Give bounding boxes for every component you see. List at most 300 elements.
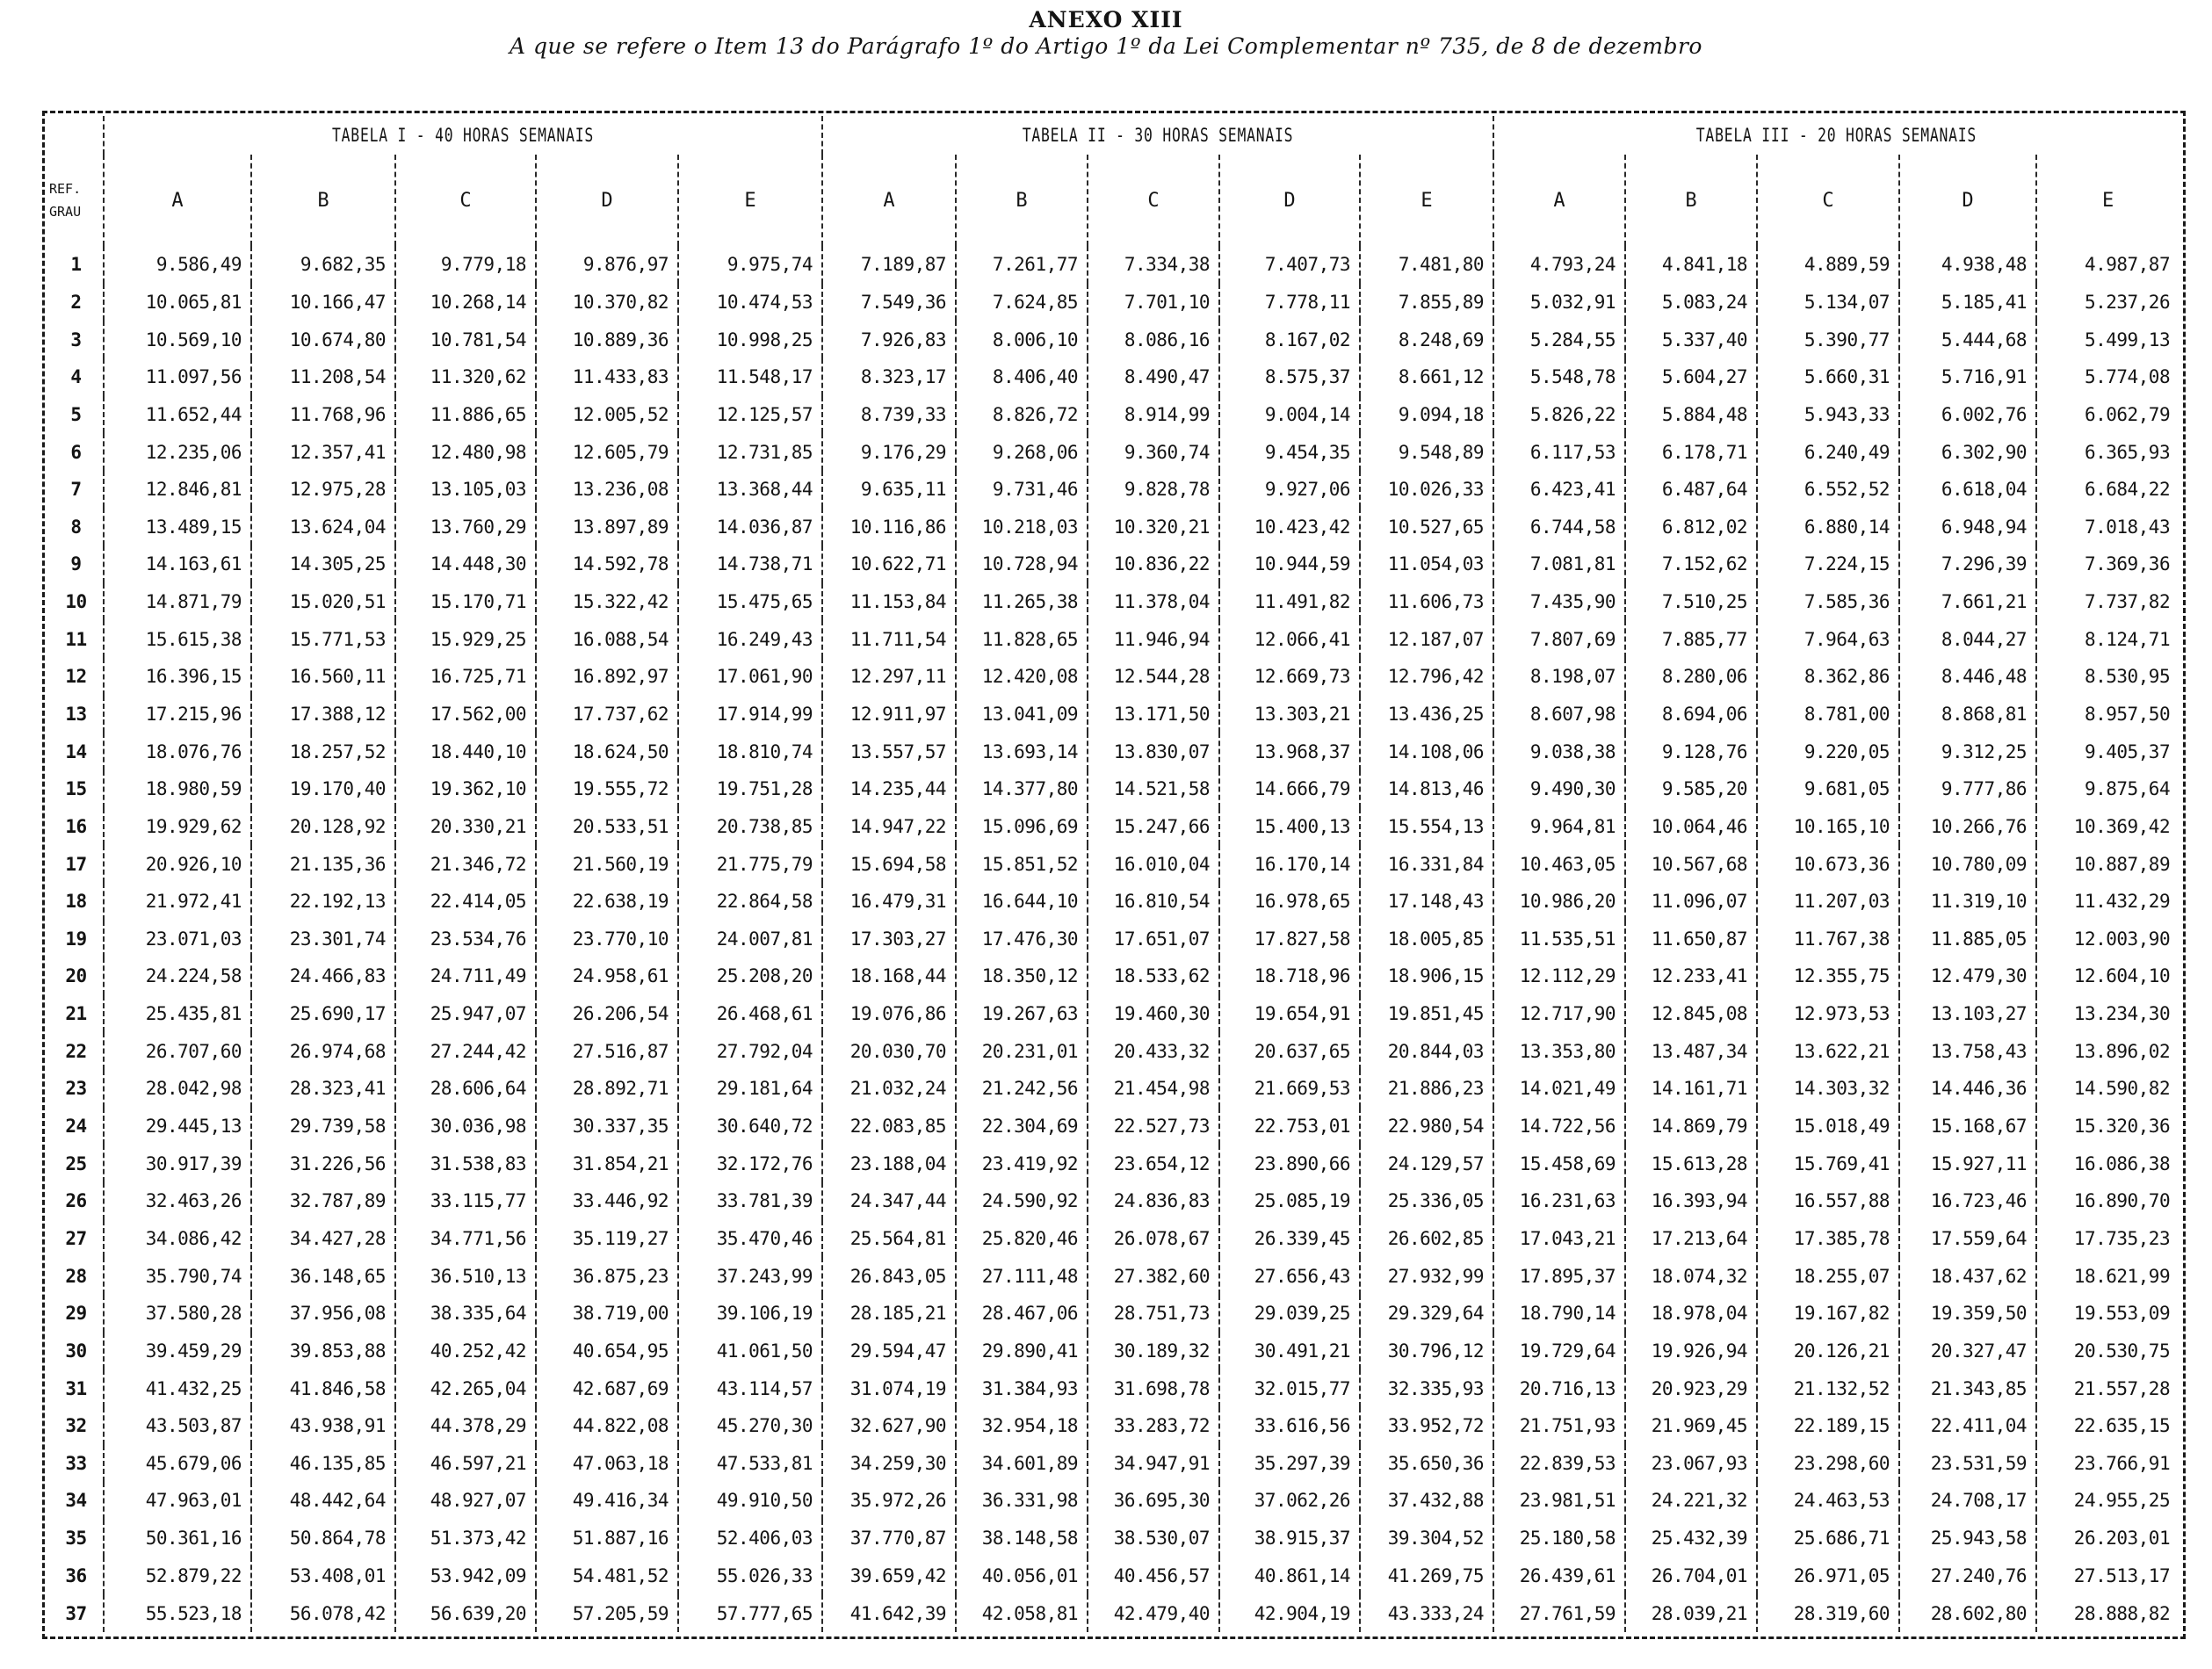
value-cell: 11.535,51 [1493, 921, 1625, 958]
value-cell: 52.879,22 [104, 1557, 251, 1594]
value-cell: 10.781,54 [395, 321, 536, 358]
value-cell: 15.458,69 [1493, 1145, 1625, 1182]
value-cell: 40.456,57 [1088, 1557, 1219, 1594]
value-cell: 6.423,41 [1493, 471, 1625, 509]
value-cell: 22.192,13 [251, 883, 395, 921]
value-cell: 6.487,64 [1625, 471, 1757, 509]
value-cell: 15.851,52 [956, 845, 1088, 883]
grau-cell: 16 [49, 808, 104, 846]
value-cell: 12.003,90 [2073, 928, 2171, 950]
value-cell: 37.243,99 [678, 1257, 822, 1295]
value-cell: 10.728,94 [956, 545, 1088, 583]
value-cell: 8.530,95 [2084, 666, 2171, 688]
value-cell: 10.622,71 [822, 545, 956, 583]
value-cell: 13.105,03 [395, 471, 536, 509]
table-row [49, 246, 2179, 284]
value-cell: 40.861,14 [1219, 1557, 1360, 1594]
value-cell: 10.064,46 [1625, 808, 1757, 846]
table-row [49, 358, 2179, 396]
value-cell: 15.554,13 [1360, 808, 1493, 846]
value-cell: 11.768,96 [251, 396, 395, 434]
value-cell: 32.172,76 [678, 1145, 822, 1182]
value-cell: 20.533,51 [536, 808, 678, 846]
value-cell: 7.964,63 [1757, 620, 1899, 658]
grau-cell: 1 [49, 246, 104, 284]
value-cell: 39.459,29 [104, 1333, 251, 1370]
grau-cell: 24 [49, 1108, 104, 1145]
grau-cell: 10 [49, 583, 104, 621]
value-cell: 29.594,47 [822, 1333, 956, 1370]
value-cell: 46.597,21 [395, 1445, 536, 1483]
value-cell: 20.128,92 [251, 808, 395, 846]
value-cell: 36.875,23 [536, 1257, 678, 1295]
column-header-2-a: A [822, 155, 956, 246]
value-cell: 4.987,87 [2084, 254, 2171, 276]
value-cell: 16.560,11 [251, 658, 395, 696]
value-cell: 6.812,02 [1625, 508, 1757, 545]
value-cell: 7.585,36 [1757, 583, 1899, 621]
value-cell: 26.974,68 [251, 1032, 395, 1070]
grau-cell: 4 [49, 358, 104, 396]
value-cell: 33.952,72 [1360, 1407, 1493, 1445]
value-cell: 12.911,97 [822, 696, 956, 733]
value-cell: 16.479,31 [822, 883, 956, 921]
value-cell: 9.731,46 [956, 471, 1088, 509]
value-cell: 29.039,25 [1219, 1295, 1360, 1333]
grau-cell: 21 [49, 995, 104, 1033]
value-cell: 6.302,90 [1899, 433, 2036, 471]
value-cell: 20.637,65 [1219, 1032, 1360, 1070]
table-row [49, 658, 2179, 696]
value-cell: 8.124,71 [2084, 628, 2171, 650]
grau-cell: 5 [49, 396, 104, 434]
value-cell: 47.963,01 [104, 1482, 251, 1520]
value-cell: 12.669,73 [1219, 658, 1360, 696]
value-cell: 27.932,99 [1360, 1257, 1493, 1295]
value-cell: 12.604,10 [2073, 965, 2171, 987]
value-cell: 25.943,58 [1899, 1520, 2036, 1557]
value-cell: 37.770,87 [822, 1520, 956, 1557]
value-cell: 42.058,81 [956, 1594, 1088, 1632]
value-cell: 11.207,03 [1757, 883, 1899, 921]
value-cell: 13.758,43 [1899, 1032, 2036, 1070]
value-cell: 6.365,93 [2084, 441, 2171, 463]
value-cell: 57.777,65 [678, 1594, 822, 1632]
value-cell: 27.516,87 [536, 1032, 678, 1070]
ref-grau-header [49, 155, 104, 246]
value-cell: 16.557,88 [1757, 1182, 1899, 1220]
value-cell: 21.343,85 [1899, 1369, 2036, 1407]
value-cell: 12.480,98 [395, 433, 536, 471]
table-row [49, 1594, 2179, 1632]
value-cell: 9.490,30 [1493, 770, 1625, 808]
value-cell: 5.284,55 [1493, 321, 1625, 358]
grau-cell: 18 [49, 883, 104, 921]
value-cell: 39.304,52 [1360, 1520, 1493, 1557]
value-cell: 9.094,18 [1360, 396, 1493, 434]
value-cell: 13.897,89 [536, 508, 678, 545]
value-cell: 53.942,09 [395, 1557, 536, 1594]
value-cell: 22.527,73 [1088, 1108, 1219, 1145]
value-cell: 20.716,13 [1493, 1369, 1625, 1407]
value-cell: 11.711,54 [822, 620, 956, 658]
value-cell: 25.820,46 [956, 1220, 1088, 1258]
value-cell: 9.268,06 [956, 433, 1088, 471]
value-cell: 8.406,40 [956, 358, 1088, 396]
value-cell: 44.822,08 [536, 1407, 678, 1445]
table-row [49, 1333, 2179, 1370]
value-cell: 9.454,35 [1219, 433, 1360, 471]
value-cell: 20.926,10 [104, 845, 251, 883]
value-cell: 41.432,25 [104, 1369, 251, 1407]
value-cell: 31.384,93 [956, 1369, 1088, 1407]
value-cell: 19.654,91 [1219, 995, 1360, 1033]
value-cell: 51.373,42 [395, 1520, 536, 1557]
value-cell: 7.885,77 [1625, 620, 1757, 658]
value-cell: 16.978,65 [1219, 883, 1360, 921]
column-header-1-e: E [678, 155, 822, 246]
grau-cell: 37 [49, 1594, 104, 1632]
value-cell: 8.323,17 [822, 358, 956, 396]
value-cell: 10.780,09 [1899, 845, 2036, 883]
value-cell: 37.580,28 [104, 1295, 251, 1333]
table-row [49, 1182, 2179, 1220]
value-cell: 7.189,87 [822, 246, 956, 284]
value-cell: 13.487,34 [1625, 1032, 1757, 1070]
value-cell: 7.296,39 [1899, 545, 2036, 583]
table-row [49, 620, 2179, 658]
value-cell: 50.361,16 [104, 1520, 251, 1557]
table-row [49, 508, 2179, 545]
value-cell: 12.233,41 [1625, 957, 1757, 995]
value-cell: 23.071,03 [104, 921, 251, 958]
table-row [49, 321, 2179, 358]
value-cell: 11.432,29 [2073, 891, 2171, 913]
value-cell: 13.557,57 [822, 733, 956, 770]
value-cell: 27.244,42 [395, 1032, 536, 1070]
value-cell: 50.864,78 [251, 1520, 395, 1557]
value-cell: 41.061,50 [678, 1333, 822, 1370]
value-cell: 27.792,04 [678, 1032, 822, 1070]
value-cell: 11.378,04 [1088, 583, 1219, 621]
value-cell: 19.359,50 [1899, 1295, 2036, 1333]
grau-cell: 6 [49, 433, 104, 471]
value-cell: 7.737,82 [2084, 591, 2171, 613]
value-cell: 19.729,64 [1493, 1333, 1625, 1370]
value-cell: 7.807,69 [1493, 620, 1625, 658]
value-cell: 25.336,05 [1360, 1182, 1493, 1220]
value-cell: 7.481,80 [1360, 246, 1493, 284]
group-header-tabela-3: TABELA III - 20 HORAS SEMANAIS [1695, 125, 1977, 146]
value-cell: 15.400,13 [1219, 808, 1360, 846]
value-cell: 5.337,40 [1625, 321, 1757, 358]
value-cell: 8.868,81 [1899, 696, 2036, 733]
value-cell: 16.890,70 [2073, 1190, 2171, 1212]
value-cell: 24.590,92 [956, 1182, 1088, 1220]
value-cell: 49.910,50 [678, 1482, 822, 1520]
group-header-row [49, 116, 2179, 155]
value-cell: 16.086,38 [2073, 1152, 2171, 1174]
table-row [49, 1520, 2179, 1557]
value-cell: 10.986,20 [1493, 883, 1625, 921]
value-cell: 11.320,62 [395, 358, 536, 396]
grau-cell: 32 [49, 1407, 104, 1445]
value-cell: 42.904,19 [1219, 1594, 1360, 1632]
value-cell: 39.853,88 [251, 1333, 395, 1370]
value-cell: 14.235,44 [822, 770, 956, 808]
value-cell: 22.638,19 [536, 883, 678, 921]
value-cell: 11.265,38 [956, 583, 1088, 621]
value-cell: 12.717,90 [1493, 995, 1625, 1033]
value-cell: 18.005,85 [1360, 921, 1493, 958]
value-cell: 13.171,50 [1088, 696, 1219, 733]
value-cell: 25.947,07 [395, 995, 536, 1033]
value-cell: 24.958,61 [536, 957, 678, 995]
value-cell: 10.369,42 [2073, 815, 2171, 837]
group-corner [55, 116, 98, 155]
value-cell: 10.370,82 [536, 284, 678, 322]
value-cell: 25.435,81 [104, 995, 251, 1033]
value-cell: 8.167,02 [1219, 321, 1360, 358]
grau-cell: 12 [49, 658, 104, 696]
value-cell: 27.513,17 [2073, 1564, 2171, 1586]
value-cell: 9.964,81 [1493, 808, 1625, 846]
value-cell: 5.032,91 [1493, 284, 1625, 322]
value-cell: 9.875,64 [2084, 778, 2171, 800]
value-cell: 12.544,28 [1088, 658, 1219, 696]
value-cell: 4.938,48 [1899, 246, 2036, 284]
value-cell: 10.266,76 [1899, 808, 2036, 846]
value-cell: 6.117,53 [1493, 433, 1625, 471]
value-cell: 16.396,15 [104, 658, 251, 696]
value-cell: 28.042,98 [104, 1070, 251, 1108]
value-cell: 28.323,41 [251, 1070, 395, 1108]
value-cell: 18.168,44 [822, 957, 956, 995]
value-cell: 14.108,06 [1360, 733, 1493, 770]
value-cell: 56.078,42 [251, 1594, 395, 1632]
value-cell: 38.530,07 [1088, 1520, 1219, 1557]
value-cell: 18.255,07 [1757, 1257, 1899, 1295]
value-cell: 28.467,06 [956, 1295, 1088, 1333]
value-cell: 5.604,27 [1625, 358, 1757, 396]
column-header-2-e: E [1360, 155, 1493, 246]
value-cell: 12.731,85 [678, 433, 822, 471]
value-cell: 12.112,29 [1493, 957, 1625, 995]
value-cell: 6.002,76 [1899, 396, 2036, 434]
value-cell: 18.980,59 [104, 770, 251, 808]
value-cell: 20.433,32 [1088, 1032, 1219, 1070]
value-cell: 38.148,58 [956, 1520, 1088, 1557]
value-cell: 14.021,49 [1493, 1070, 1625, 1108]
value-cell: 43.503,87 [104, 1407, 251, 1445]
value-cell: 18.533,62 [1088, 957, 1219, 995]
value-cell: 6.062,79 [2084, 403, 2171, 425]
value-cell: 10.674,80 [251, 321, 395, 358]
value-cell: 5.390,77 [1757, 321, 1899, 358]
value-cell: 38.335,64 [395, 1295, 536, 1333]
value-cell: 23.188,04 [822, 1145, 956, 1182]
value-cell: 15.247,66 [1088, 808, 1219, 846]
value-cell: 16.892,97 [536, 658, 678, 696]
value-cell: 34.947,91 [1088, 1445, 1219, 1483]
value-cell: 9.585,20 [1625, 770, 1757, 808]
value-cell: 55.026,33 [678, 1557, 822, 1594]
value-cell: 5.826,22 [1493, 396, 1625, 434]
value-cell: 42.687,69 [536, 1369, 678, 1407]
value-cell: 22.864,58 [678, 883, 822, 921]
value-cell: 17.043,21 [1493, 1220, 1625, 1258]
value-cell: 34.771,56 [395, 1220, 536, 1258]
table-row [49, 1445, 2179, 1483]
value-cell: 9.038,38 [1493, 733, 1625, 770]
value-cell: 11.096,07 [1625, 883, 1757, 921]
value-cell: 17.303,27 [822, 921, 956, 958]
value-cell: 8.607,98 [1493, 696, 1625, 733]
value-cell: 12.846,81 [104, 471, 251, 509]
table-row [49, 921, 2179, 958]
value-cell: 12.845,08 [1625, 995, 1757, 1033]
value-cell: 26.203,01 [2073, 1528, 2171, 1550]
grau-cell: 33 [49, 1445, 104, 1483]
value-cell: 13.693,14 [956, 733, 1088, 770]
value-cell: 18.790,14 [1493, 1295, 1625, 1333]
value-cell: 15.771,53 [251, 620, 395, 658]
value-cell: 7.369,36 [2084, 553, 2171, 575]
value-cell: 8.044,27 [1899, 620, 2036, 658]
value-cell: 14.163,61 [104, 545, 251, 583]
value-cell: 10.116,86 [822, 508, 956, 545]
value-cell: 52.406,03 [678, 1520, 822, 1557]
column-header-3-b: B [1625, 155, 1757, 246]
column-header-1-c: C [395, 155, 536, 246]
value-cell: 14.590,82 [2073, 1078, 2171, 1100]
value-cell: 14.666,79 [1219, 770, 1360, 808]
value-cell: 20.330,21 [395, 808, 536, 846]
value-cell: 33.781,39 [678, 1182, 822, 1220]
value-cell: 40.056,01 [956, 1557, 1088, 1594]
value-cell: 32.335,93 [1360, 1369, 1493, 1407]
value-cell: 26.339,45 [1219, 1220, 1360, 1258]
value-cell: 12.479,30 [1899, 957, 2036, 995]
value-cell: 7.926,83 [822, 321, 956, 358]
value-cell: 54.481,52 [536, 1557, 678, 1594]
table-row [49, 433, 2179, 471]
value-cell: 48.442,64 [251, 1482, 395, 1520]
value-cell: 20.923,29 [1625, 1369, 1757, 1407]
value-cell: 33.283,72 [1088, 1407, 1219, 1445]
value-cell: 14.813,46 [1360, 770, 1493, 808]
value-cell: 28.888,82 [2073, 1602, 2171, 1624]
value-cell: 12.973,53 [1757, 995, 1899, 1033]
value-cell: 5.185,41 [1899, 284, 2036, 322]
value-cell: 56.639,20 [395, 1594, 536, 1632]
value-cell: 31.226,56 [251, 1145, 395, 1182]
value-cell: 9.682,35 [251, 246, 395, 284]
table-row [49, 284, 2179, 322]
value-cell: 7.152,62 [1625, 545, 1757, 583]
value-cell: 10.887,89 [2073, 853, 2171, 875]
value-cell: 38.915,37 [1219, 1520, 1360, 1557]
value-cell: 10.567,68 [1625, 845, 1757, 883]
column-header-3-c: C [1757, 155, 1899, 246]
value-cell: 10.569,10 [104, 321, 251, 358]
value-cell: 29.181,64 [678, 1070, 822, 1108]
value-cell: 26.468,61 [678, 995, 822, 1033]
value-cell: 15.018,49 [1757, 1108, 1899, 1145]
value-cell: 13.353,80 [1493, 1032, 1625, 1070]
value-cell: 5.716,91 [1899, 358, 2036, 396]
value-cell: 9.586,49 [104, 246, 251, 284]
value-cell: 14.722,56 [1493, 1108, 1625, 1145]
value-cell: 11.319,10 [1899, 883, 2036, 921]
value-cell: 34.086,42 [104, 1220, 251, 1258]
value-cell: 24.708,17 [1899, 1482, 2036, 1520]
value-cell: 10.889,36 [536, 321, 678, 358]
value-cell: 14.869,79 [1625, 1108, 1757, 1145]
ref-label: REF. [49, 181, 82, 197]
value-cell: 4.889,59 [1757, 246, 1899, 284]
value-cell: 11.433,83 [536, 358, 678, 396]
value-cell: 17.476,30 [956, 921, 1088, 958]
value-cell: 14.161,71 [1625, 1070, 1757, 1108]
value-cell: 31.698,78 [1088, 1369, 1219, 1407]
value-cell: 28.319,60 [1757, 1594, 1899, 1632]
value-cell: 9.828,78 [1088, 471, 1219, 509]
grau-cell: 36 [49, 1557, 104, 1594]
value-cell: 29.329,64 [1360, 1295, 1493, 1333]
value-cell: 14.305,25 [251, 545, 395, 583]
value-cell: 9.405,37 [2084, 741, 2171, 762]
value-cell: 20.030,70 [822, 1032, 956, 1070]
value-cell: 15.168,67 [1899, 1108, 2036, 1145]
value-cell: 26.971,05 [1757, 1557, 1899, 1594]
value-cell: 8.694,06 [1625, 696, 1757, 733]
value-cell: 11.097,56 [104, 358, 251, 396]
value-cell: 19.362,10 [395, 770, 536, 808]
value-cell: 32.627,90 [822, 1407, 956, 1445]
salary-table [49, 116, 2179, 1632]
value-cell: 10.423,42 [1219, 508, 1360, 545]
value-cell: 30.189,32 [1088, 1333, 1219, 1370]
value-cell: 28.185,21 [822, 1295, 956, 1333]
value-cell: 7.778,11 [1219, 284, 1360, 322]
value-cell: 10.474,53 [678, 284, 822, 322]
value-cell: 15.613,28 [1625, 1145, 1757, 1182]
value-cell: 28.602,80 [1899, 1594, 2036, 1632]
value-cell: 7.855,89 [1360, 284, 1493, 322]
value-cell: 8.446,48 [1899, 658, 2036, 696]
value-cell: 21.886,23 [1360, 1070, 1493, 1108]
value-cell: 34.427,28 [251, 1220, 395, 1258]
value-cell: 27.656,43 [1219, 1257, 1360, 1295]
value-cell: 36.695,30 [1088, 1482, 1219, 1520]
value-cell: 24.711,49 [395, 957, 536, 995]
value-cell: 13.436,25 [1360, 696, 1493, 733]
value-cell: 16.010,04 [1088, 845, 1219, 883]
annex-title: ANEXO XIII [1029, 7, 1183, 33]
table-row [49, 770, 2179, 808]
value-cell: 40.654,95 [536, 1333, 678, 1370]
value-cell: 15.929,25 [395, 620, 536, 658]
value-cell: 24.007,81 [678, 921, 822, 958]
column-header-2-d: D [1219, 155, 1360, 246]
value-cell: 7.510,25 [1625, 583, 1757, 621]
grau-cell: 14 [49, 733, 104, 770]
value-cell: 9.220,05 [1757, 733, 1899, 770]
value-cell: 30.491,21 [1219, 1333, 1360, 1370]
value-cell: 36.510,13 [395, 1257, 536, 1295]
value-cell: 17.735,23 [2073, 1227, 2171, 1249]
